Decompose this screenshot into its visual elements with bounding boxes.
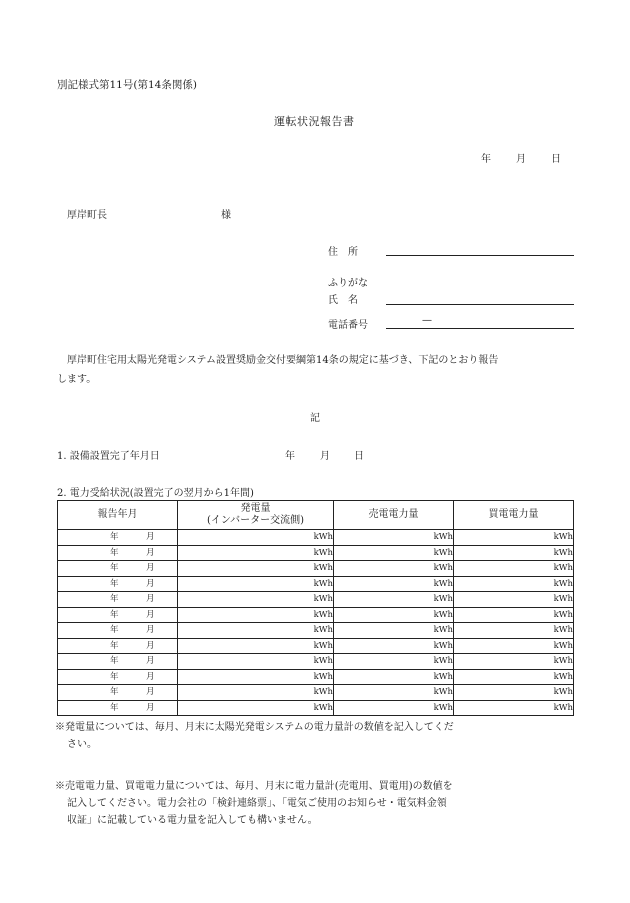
generation-cell[interactable]: kWh <box>178 545 334 561</box>
sold-cell[interactable]: kWh <box>334 545 454 561</box>
year-month-cell[interactable]: 年 月 <box>58 700 178 716</box>
year-month-cell[interactable]: 年 月 <box>58 669 178 685</box>
body-text-line-1: 厚岸町住宅用太陽光発電システム設置奨励金交付要綱第14条の規定に基づき、下記のとおり報告 <box>67 355 499 366</box>
form-number: 別記様式第11号(第14条関係) <box>57 79 197 91</box>
year-month-cell[interactable]: 年 月 <box>58 545 178 561</box>
sold-cell[interactable]: kWh <box>334 638 454 654</box>
table-row <box>58 561 574 577</box>
item1-month: 月 <box>320 451 330 462</box>
name-label: 氏 名 <box>328 295 358 306</box>
bought-cell[interactable]: kWh <box>454 592 574 608</box>
table-row <box>58 700 574 716</box>
bought-cell[interactable]: kWh <box>454 685 574 701</box>
table-row <box>58 545 574 561</box>
table-row <box>58 685 574 701</box>
generation-cell[interactable]: kWh <box>178 592 334 608</box>
note-generation-line2: さい。 <box>67 739 97 750</box>
table-row <box>58 530 574 546</box>
table-row <box>58 623 574 639</box>
bought-cell[interactable]: kWh <box>454 623 574 639</box>
table-row <box>58 638 574 654</box>
power-report-table <box>57 500 574 716</box>
bought-cell[interactable]: kWh <box>454 654 574 670</box>
body-text-line-2: します。 <box>57 374 97 385</box>
header-sold: 売電電力量 <box>334 501 454 530</box>
table-row <box>58 576 574 592</box>
note-sold-bought-line1: ※売電電力量、買電電力量については、毎月、月末に電力量計(売電用、買電用)の数値を <box>55 781 453 792</box>
table-row <box>58 669 574 685</box>
header-generation-line2: (インバーター交流側) <box>206 515 305 526</box>
year-month-cell[interactable]: 年 月 <box>58 530 178 546</box>
year-month-cell[interactable]: 年 月 <box>58 607 178 623</box>
addressee-name: 厚岸町長 <box>67 210 107 221</box>
bought-cell[interactable]: kWh <box>454 576 574 592</box>
year-month-cell[interactable]: 年 月 <box>58 561 178 577</box>
sold-cell[interactable]: kWh <box>334 669 454 685</box>
sold-cell[interactable]: kWh <box>334 623 454 639</box>
generation-cell[interactable]: kWh <box>178 685 334 701</box>
addressee-honorific: 様 <box>221 210 231 221</box>
address-field-line[interactable] <box>386 255 574 256</box>
bought-cell[interactable]: kWh <box>454 607 574 623</box>
header-bought: 買電電力量 <box>454 501 574 530</box>
generation-cell[interactable]: kWh <box>178 654 334 670</box>
phone-label: 電話番号 <box>328 320 368 331</box>
bought-cell[interactable]: kWh <box>454 638 574 654</box>
note-sold-bought-line3: 収証」に記載している電力量を記入しても構いません。 <box>67 815 318 826</box>
phone-field-line[interactable] <box>386 328 574 329</box>
generation-cell[interactable]: kWh <box>178 623 334 639</box>
sold-cell[interactable]: kWh <box>334 654 454 670</box>
generation-cell[interactable]: kWh <box>178 638 334 654</box>
ki-heading: 記 <box>310 413 320 424</box>
note-generation-line1: ※発電量については、毎月、月末に太陽光発電システムの電力量計の数値を記入してくだ <box>55 722 454 733</box>
sold-cell[interactable]: kWh <box>334 561 454 577</box>
year-month-cell[interactable]: 年 月 <box>58 576 178 592</box>
table-header-row <box>58 501 574 530</box>
phone-separator: — <box>422 315 432 326</box>
year-month-cell[interactable]: 年 月 <box>58 685 178 701</box>
bought-cell[interactable]: kWh <box>454 530 574 546</box>
bought-cell[interactable]: kWh <box>454 700 574 716</box>
note-sold-bought-line2: 記入してください。電力会社の「検針連絡票」、「電気ご使用のお知らせ・電気料金領 <box>67 798 447 809</box>
address-label: 住 所 <box>328 247 358 258</box>
generation-cell[interactable]: kWh <box>178 561 334 577</box>
table-row <box>58 592 574 608</box>
item1-day: 日 <box>354 451 364 462</box>
furigana-label: ふりがな <box>328 278 368 289</box>
note-sold-bought <box>55 778 453 829</box>
sold-cell[interactable]: kWh <box>334 530 454 546</box>
item1-label: 1. 設備設置完了年月日 <box>57 451 160 462</box>
sold-cell[interactable]: kWh <box>334 592 454 608</box>
header-generation <box>178 501 334 530</box>
header-generation-line1: 発電量 <box>240 503 271 514</box>
table-row <box>58 654 574 670</box>
bought-cell[interactable]: kWh <box>454 545 574 561</box>
date-year-label: 年 <box>481 154 491 165</box>
table-row <box>58 607 574 623</box>
bought-cell[interactable]: kWh <box>454 561 574 577</box>
generation-cell[interactable]: kWh <box>178 530 334 546</box>
item2-label: 2. 電力受給状況(設置完了の翌月から1年間) <box>57 488 254 499</box>
generation-cell[interactable]: kWh <box>178 607 334 623</box>
sold-cell[interactable]: kWh <box>334 607 454 623</box>
sold-cell[interactable]: kWh <box>334 700 454 716</box>
generation-cell[interactable]: kWh <box>178 576 334 592</box>
document-title: 運転状況報告書 <box>274 115 355 128</box>
name-field-line[interactable] <box>386 304 574 305</box>
generation-cell[interactable]: kWh <box>178 700 334 716</box>
generation-cell[interactable]: kWh <box>178 669 334 685</box>
bought-cell[interactable]: kWh <box>454 669 574 685</box>
sold-cell[interactable]: kWh <box>334 685 454 701</box>
year-month-cell[interactable]: 年 月 <box>58 638 178 654</box>
year-month-cell[interactable]: 年 月 <box>58 592 178 608</box>
date-day-label: 日 <box>551 154 561 165</box>
date-month-label: 月 <box>516 154 526 165</box>
sold-cell[interactable]: kWh <box>334 576 454 592</box>
header-report-date: 報告年月 <box>58 501 178 530</box>
note-generation <box>55 719 454 753</box>
year-month-cell[interactable]: 年 月 <box>58 623 178 639</box>
year-month-cell[interactable]: 年 月 <box>58 654 178 670</box>
item1-year: 年 <box>285 451 295 462</box>
